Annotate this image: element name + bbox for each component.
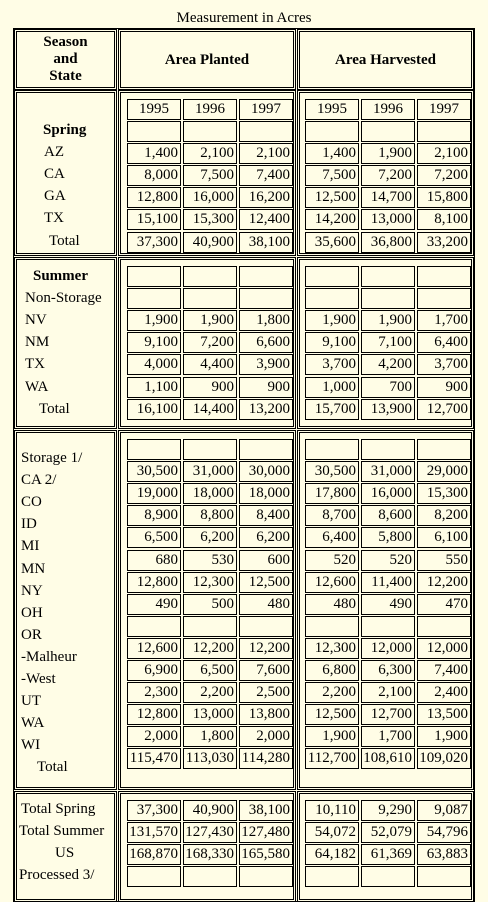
table-cell: 12,400: [239, 209, 293, 230]
table-cell: 7,400: [417, 660, 471, 681]
table-cell: 7,400: [239, 165, 293, 186]
table-cell: 13,900: [361, 399, 415, 420]
table-cell: [239, 121, 293, 142]
summer-row-label: WA: [25, 378, 49, 395]
storage-row-label: CA 2/: [21, 472, 57, 489]
table-cell: 12,800: [127, 704, 181, 725]
table-cell: [417, 121, 471, 142]
year-header: 1995: [127, 99, 181, 120]
table-cell: 680: [127, 550, 181, 571]
table-cell: 2,100: [361, 682, 415, 703]
summer-harvested-cell: [297, 257, 474, 429]
table-cell: 1,900: [361, 310, 415, 331]
table-cell: 12,600: [305, 572, 359, 593]
table-cell: 8,800: [183, 505, 237, 526]
table-cell: 9,087: [417, 800, 471, 821]
table-caption: Measurement in Acres: [176, 10, 312, 26]
table-cell: 8,900: [127, 505, 181, 526]
storage-row-label: WA: [21, 715, 45, 732]
table-cell: 14,400: [183, 399, 237, 420]
table-cell: [361, 288, 415, 309]
table-cell: 114,280: [239, 748, 293, 769]
table-cell: 2,200: [305, 682, 359, 703]
table-cell: 64,182: [305, 844, 359, 865]
spring-row-label: Total: [49, 232, 80, 249]
storage-harvested-cell: [297, 430, 474, 790]
table-cell: 38,100: [239, 800, 293, 821]
table-cell: 40,900: [183, 232, 237, 253]
table-cell: 3,700: [305, 354, 359, 375]
table-cell: 115,470: [127, 748, 181, 769]
table-cell: 14,200: [305, 209, 359, 230]
table-cell: [305, 266, 359, 287]
table-cell: 8,600: [361, 505, 415, 526]
table-cell: 2,100: [183, 143, 237, 164]
storage-row-label: -West: [21, 671, 56, 687]
table-cell: 15,800: [417, 187, 471, 208]
table-cell: [305, 439, 359, 460]
totals-label-cell: [14, 791, 117, 902]
table-cell: 63,883: [417, 844, 471, 865]
summer-row-label: Summer: [33, 268, 88, 284]
table-cell: 2,300: [127, 682, 181, 703]
table-cell: [127, 266, 181, 287]
table-cell: 18,000: [183, 483, 237, 504]
table-cell: [305, 288, 359, 309]
table-cell: 16,000: [183, 187, 237, 208]
table-cell: 127,480: [239, 822, 293, 843]
table-cell: 54,072: [305, 822, 359, 843]
table-cell: [361, 266, 415, 287]
table-cell: 13,000: [183, 704, 237, 725]
table-cell: 7,500: [183, 165, 237, 186]
storage-row-label: Storage 1/: [21, 450, 83, 466]
table-cell: 12,800: [127, 187, 181, 208]
table-cell: 8,700: [305, 505, 359, 526]
table-cell: 9,100: [127, 332, 181, 353]
spring-row-label: GA: [44, 188, 66, 205]
table-cell: 40,900: [183, 800, 237, 821]
table-cell: [417, 616, 471, 637]
table-cell: 2,100: [239, 143, 293, 164]
year-header: 1997: [417, 99, 471, 120]
table-cell: [183, 288, 237, 309]
table-cell: 6,300: [361, 660, 415, 681]
table-cell: [183, 121, 237, 142]
table-cell: 1,100: [127, 377, 181, 398]
table-cell: 54,796: [417, 822, 471, 843]
table-cell: 19,000: [127, 483, 181, 504]
table-cell: [417, 266, 471, 287]
table-cell: 900: [183, 377, 237, 398]
table-cell: 520: [305, 550, 359, 571]
area-planted-header: Area Planted: [164, 52, 250, 68]
table-cell: 7,200: [417, 165, 471, 186]
season-header-line-1: Season: [43, 34, 88, 50]
table-cell: 2,200: [183, 682, 237, 703]
table-cell: 14,700: [361, 187, 415, 208]
area-harvested-header-cell: [297, 29, 474, 90]
table-cell: [239, 439, 293, 460]
table-cell: 36,800: [361, 232, 415, 253]
table-cell: 2,000: [127, 726, 181, 747]
spring-row-label: TX: [44, 210, 64, 227]
table-cell: 12,300: [183, 572, 237, 593]
table-cell: 37,300: [127, 800, 181, 821]
spring-row-label: Spring: [43, 122, 87, 138]
table-cell: 1,400: [127, 143, 181, 164]
table-cell: [183, 266, 237, 287]
summer-row-label: Total: [39, 400, 70, 417]
table-cell: 6,600: [239, 332, 293, 353]
storage-row-label: -Malheur: [21, 648, 77, 665]
table-cell: 12,000: [417, 638, 471, 659]
table-cell: 12,200: [239, 638, 293, 659]
table-cell: 490: [127, 594, 181, 615]
table-cell: 12,500: [305, 704, 359, 725]
table-cell: 9,290: [361, 800, 415, 821]
table-cell: 13,200: [239, 399, 293, 420]
table-cell: 1,800: [239, 310, 293, 331]
table-cell: 12,200: [183, 638, 237, 659]
table-cell: 9,100: [305, 332, 359, 353]
totals-row-label: Total Spring: [21, 801, 96, 817]
spring-row-label: AZ: [44, 144, 64, 161]
storage-row-label: CO: [21, 494, 42, 511]
table-cell: 13,000: [361, 209, 415, 230]
table-cell: [417, 439, 471, 460]
table-cell: 600: [239, 550, 293, 571]
totals-planted-cell: [118, 791, 296, 902]
spring-row-label: CA: [44, 166, 65, 183]
table-cell: 13,800: [239, 704, 293, 725]
acreage-table: [13, 28, 475, 902]
table-cell: 8,400: [239, 505, 293, 526]
table-cell: [305, 121, 359, 142]
year-header: 1995: [305, 99, 359, 120]
table-cell: 6,500: [183, 660, 237, 681]
totals-row-label: Processed 3/: [19, 867, 95, 884]
table-cell: 7,500: [305, 165, 359, 186]
summer-row-label: NV: [25, 312, 47, 329]
table-cell: [305, 616, 359, 637]
table-cell: 31,000: [183, 461, 237, 482]
table-cell: [127, 121, 181, 142]
totals-row-label: US: [55, 845, 75, 862]
table-cell: 3,700: [417, 354, 471, 375]
table-cell: 7,200: [183, 332, 237, 353]
storage-planted-cell: [118, 430, 296, 790]
table-cell: 3,900: [239, 354, 293, 375]
table-cell: 2,000: [239, 726, 293, 747]
table-cell: [239, 288, 293, 309]
table-cell: 6,800: [305, 660, 359, 681]
table-cell: 12,700: [361, 704, 415, 725]
table-cell: [127, 288, 181, 309]
table-cell: 35,600: [305, 232, 359, 253]
table-cell: 1,900: [305, 310, 359, 331]
table-cell: 6,200: [239, 527, 293, 548]
table-cell: 18,000: [239, 483, 293, 504]
table-cell: 37,300: [127, 232, 181, 253]
table-cell: 8,100: [417, 209, 471, 230]
table-cell: 8,000: [127, 165, 181, 186]
storage-row-label: Total: [37, 759, 68, 776]
table-cell: 1,700: [417, 310, 471, 331]
summer-planted-cell: [118, 257, 296, 429]
spring-harvested-cell: [297, 90, 474, 256]
table-cell: 16,200: [239, 187, 293, 208]
table-cell: 520: [361, 550, 415, 571]
table-cell: 900: [417, 377, 471, 398]
table-cell: [239, 866, 293, 887]
summer-label-cell: [14, 257, 117, 429]
table-cell: [361, 121, 415, 142]
table-cell: 6,400: [417, 332, 471, 353]
table-cell: 12,600: [127, 638, 181, 659]
table-cell: 7,100: [361, 332, 415, 353]
table-cell: [183, 439, 237, 460]
table-cell: 108,610: [361, 748, 415, 769]
table-cell: 500: [183, 594, 237, 615]
storage-row-label: OH: [21, 604, 43, 621]
table-cell: 15,300: [417, 483, 471, 504]
table-cell: 2,400: [417, 682, 471, 703]
storage-row-label: UT: [21, 693, 41, 710]
spring-planted-cell: [118, 90, 296, 256]
year-header: 1996: [183, 99, 237, 120]
table-cell: 2,500: [239, 682, 293, 703]
table-cell: 168,330: [183, 844, 237, 865]
table-cell: 900: [239, 377, 293, 398]
table-cell: 470: [417, 594, 471, 615]
storage-row-label: MN: [21, 560, 46, 577]
table-cell: 15,700: [305, 399, 359, 420]
table-cell: 4,200: [361, 354, 415, 375]
table-cell: 12,500: [305, 187, 359, 208]
table-cell: 30,500: [127, 461, 181, 482]
table-cell: [127, 866, 181, 887]
table-cell: 490: [361, 594, 415, 615]
table-cell: 1,700: [361, 726, 415, 747]
table-cell: 52,079: [361, 822, 415, 843]
area-planted-header-cell: [118, 29, 296, 90]
table-cell: [183, 616, 237, 637]
table-cell: 1,900: [127, 310, 181, 331]
table-cell: 530: [183, 550, 237, 571]
table-cell: 700: [361, 377, 415, 398]
storage-row-label: MI: [21, 538, 40, 555]
summer-row-label: NM: [25, 334, 50, 351]
table-cell: 480: [239, 594, 293, 615]
table-cell: [183, 866, 237, 887]
table-cell: 127,430: [183, 822, 237, 843]
table-cell: [305, 866, 359, 887]
table-cell: 12,700: [417, 399, 471, 420]
table-cell: 15,100: [127, 209, 181, 230]
table-cell: 113,030: [183, 748, 237, 769]
table-cell: [239, 266, 293, 287]
table-cell: 15,300: [183, 209, 237, 230]
table-cell: 17,800: [305, 483, 359, 504]
table-cell: 6,100: [417, 527, 471, 548]
table-cell: 6,400: [305, 527, 359, 548]
season-header-line-2: and: [53, 51, 78, 67]
season-header-cell: [14, 29, 117, 90]
table-cell: 7,600: [239, 660, 293, 681]
table-cell: 6,200: [183, 527, 237, 548]
table-cell: [417, 866, 471, 887]
table-cell: [239, 616, 293, 637]
table-cell: 6,500: [127, 527, 181, 548]
area-harvested-header: Area Harvested: [335, 52, 436, 68]
table-cell: 165,580: [239, 844, 293, 865]
storage-row-label: OR: [21, 626, 42, 643]
storage-row-label: WI: [21, 737, 41, 754]
table-cell: 11,400: [361, 572, 415, 593]
totals-harvested-cell: [297, 791, 474, 902]
table-cell: 112,700: [305, 748, 359, 769]
table-cell: 13,500: [417, 704, 471, 725]
table-cell: 1,900: [183, 310, 237, 331]
table-cell: 12,300: [305, 638, 359, 659]
storage-row-label: NY: [21, 582, 43, 599]
table-cell: 33,200: [417, 232, 471, 253]
table-cell: 168,870: [127, 844, 181, 865]
table-cell: 16,000: [361, 483, 415, 504]
table-cell: 1,900: [417, 726, 471, 747]
table-cell: 480: [305, 594, 359, 615]
table-cell: 1,800: [183, 726, 237, 747]
table-cell: 12,800: [127, 572, 181, 593]
table-cell: 4,000: [127, 354, 181, 375]
table-cell: [127, 616, 181, 637]
year-header: 1996: [361, 99, 415, 120]
table-cell: [361, 866, 415, 887]
table-cell: 4,400: [183, 354, 237, 375]
table-cell: 8,200: [417, 505, 471, 526]
table-cell: 29,000: [417, 461, 471, 482]
table-cell: 1,900: [361, 143, 415, 164]
table-cell: 131,570: [127, 822, 181, 843]
table-cell: [361, 616, 415, 637]
storage-label-cell: [14, 430, 117, 790]
table-cell: 38,100: [239, 232, 293, 253]
table-cell: 6,900: [127, 660, 181, 681]
table-cell: [361, 439, 415, 460]
table-cell: 61,369: [361, 844, 415, 865]
table-cell: 31,000: [361, 461, 415, 482]
table-cell: 550: [417, 550, 471, 571]
table-cell: 12,500: [239, 572, 293, 593]
year-header: 1997: [239, 99, 293, 120]
table-cell: 2,100: [417, 143, 471, 164]
table-cell: 7,200: [361, 165, 415, 186]
totals-row-label: Total Summer: [19, 823, 105, 840]
table-cell: 30,000: [239, 461, 293, 482]
table-cell: 10,110: [305, 800, 359, 821]
table-cell: 12,200: [417, 572, 471, 593]
table-cell: 30,500: [305, 461, 359, 482]
season-header-line-3: State: [49, 68, 82, 84]
summer-row-label: TX: [25, 356, 45, 373]
table-cell: 1,400: [305, 143, 359, 164]
table-cell: [127, 439, 181, 460]
table-cell: 1,900: [305, 726, 359, 747]
summer-row-label: Non-Storage: [25, 290, 102, 307]
table-cell: 16,100: [127, 399, 181, 420]
table-cell: 12,000: [361, 638, 415, 659]
spring-label-cell: [14, 90, 117, 256]
storage-row-label: ID: [21, 516, 37, 533]
table-cell: [417, 288, 471, 309]
table-cell: 1,000: [305, 377, 359, 398]
table-cell: 5,800: [361, 527, 415, 548]
table-cell: 109,020: [417, 748, 471, 769]
